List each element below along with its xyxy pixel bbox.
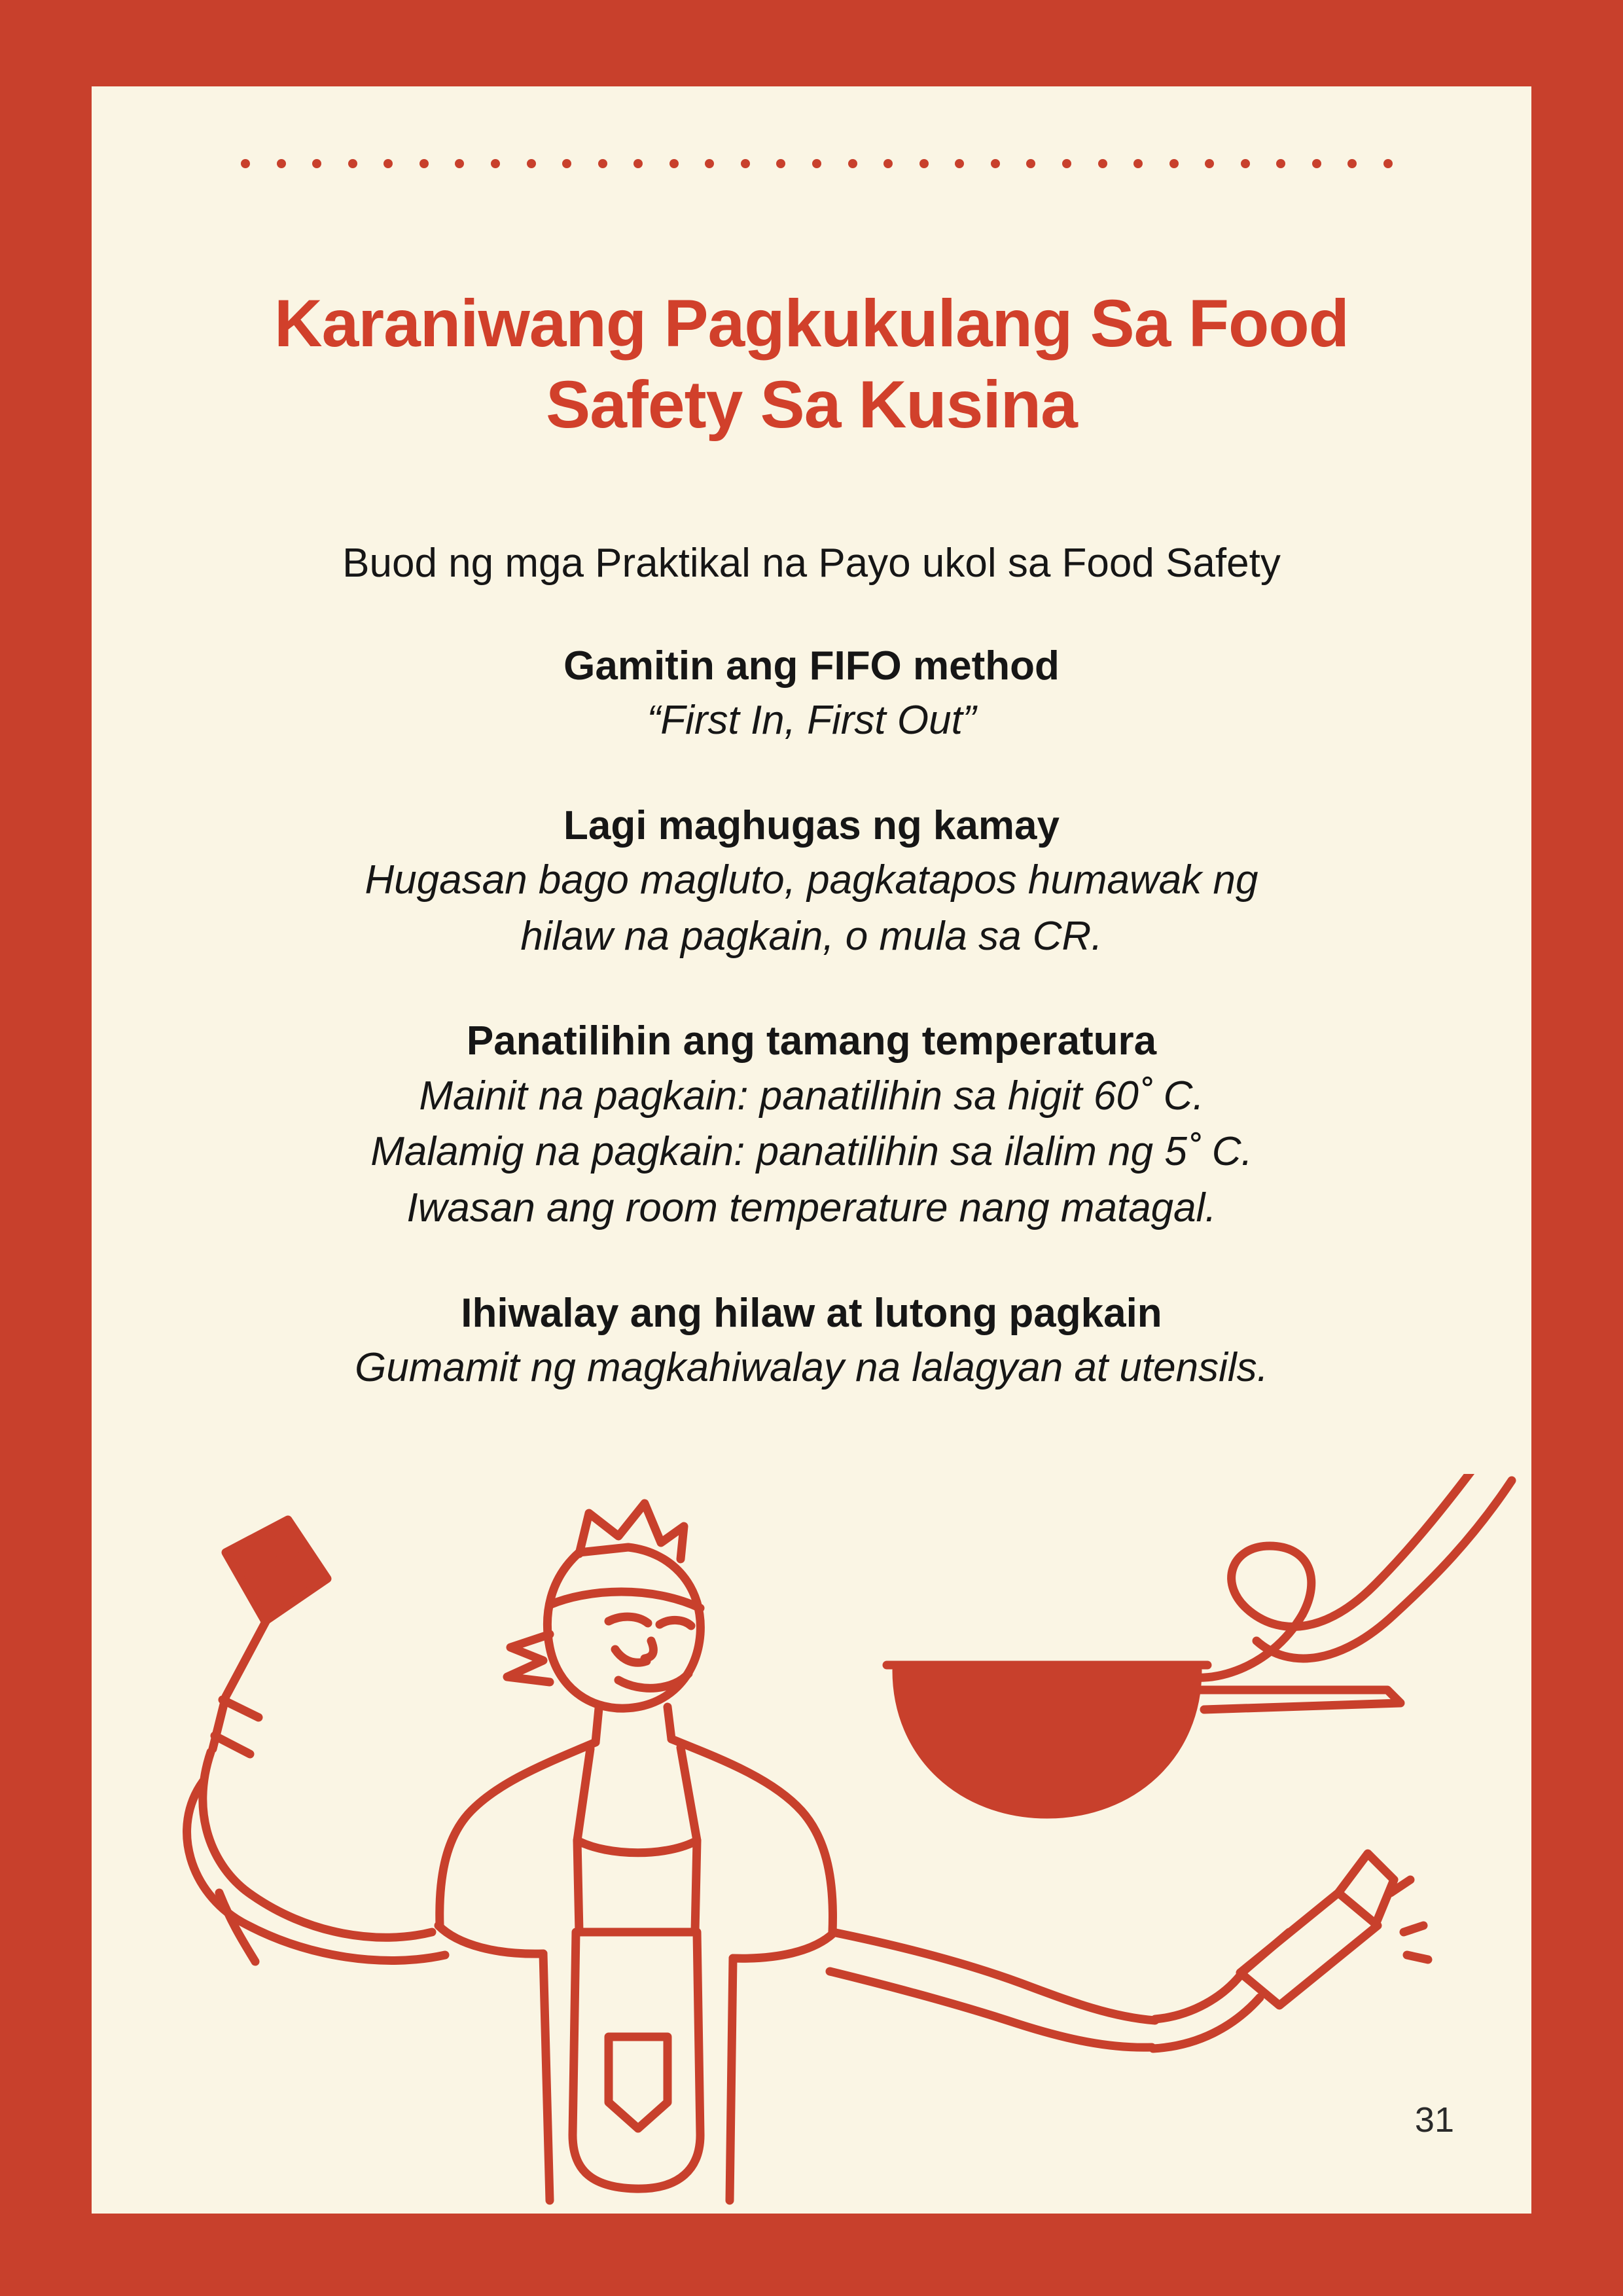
tip-block-temperature	[190, 1015, 1433, 1236]
divider-dot	[1205, 159, 1214, 168]
divider-dot	[455, 159, 464, 168]
divider-dot	[1312, 159, 1321, 168]
divider-dot	[491, 159, 500, 168]
tip-detail-line: hilaw na pagkain, o mula sa CR.	[520, 913, 1103, 959]
divider-dot	[1347, 159, 1357, 168]
tip-block-handwashing	[190, 800, 1433, 965]
divider-dot	[1098, 159, 1107, 168]
divider-dot	[312, 159, 321, 168]
divider-dot	[776, 159, 785, 168]
tip-detail-line: “First In, First Out”	[647, 698, 976, 744]
divider-dot	[383, 159, 393, 168]
page-title	[209, 283, 1414, 446]
tip-block-separation	[190, 1287, 1433, 1396]
divider-dot	[812, 159, 821, 168]
page-sheet	[92, 86, 1531, 2214]
tip-heading: Panatilihin ang tamang temperatura	[466, 1018, 1157, 1064]
divider-dot	[527, 159, 536, 168]
page-title-line-1: Karaniwang Pagkukulang Sa Food	[274, 286, 1349, 361]
divider-dot	[741, 159, 750, 168]
divider-dot	[705, 159, 714, 168]
divider-dot	[919, 159, 929, 168]
divider-dot	[1026, 159, 1035, 168]
tip-detail-line: Gumamit ng magkahiwalay na lalagyan at utensils.	[355, 1345, 1268, 1391]
tip-heading: Lagi maghugas ng kamay	[563, 802, 1060, 848]
content-body	[190, 538, 1433, 1447]
lead-paragraph: Buod ng mga Praktikal na Payo ukol sa Food Safety	[342, 541, 1281, 586]
divider-dot	[277, 159, 286, 168]
divider-dot	[955, 159, 964, 168]
divider-dot	[1276, 159, 1285, 168]
divider-dot	[1241, 159, 1250, 168]
divider-dot	[1062, 159, 1071, 168]
tip-detail-line: Mainit na pagkain: panatilihin sa higit 60˚ C.	[419, 1073, 1204, 1119]
divider-dot	[241, 159, 250, 168]
divider-dot	[991, 159, 1000, 168]
divider-dot	[348, 159, 357, 168]
divider-dot	[1169, 159, 1179, 168]
divider-dot	[598, 159, 607, 168]
page-number: 31	[1414, 2100, 1454, 2140]
divider-dot	[669, 159, 679, 168]
divider-dot	[1133, 159, 1143, 168]
divider-dot	[848, 159, 857, 168]
tip-detail-line: Malamig na pagkain: panatilihin sa ilalim ng 5˚ C.	[370, 1129, 1253, 1175]
page-title-line-2: Safety Sa Kusina	[546, 367, 1077, 442]
divider-dot	[633, 159, 643, 168]
divider-dot	[419, 159, 429, 168]
tip-heading: Ihiwalay ang hilaw at lutong pagkain	[461, 1290, 1162, 1336]
tip-detail-line: Iwasan ang room temperature nang matagal.	[406, 1185, 1217, 1231]
divider-dot	[1383, 159, 1393, 168]
divider-dot	[883, 159, 893, 168]
dotted-divider	[241, 158, 1393, 169]
divider-dot	[562, 159, 571, 168]
tip-block-fifo	[190, 640, 1433, 749]
cook-with-spatula-and-pan-illustration	[92, 1474, 1531, 2214]
tip-heading: Gamitin ang FIFO method	[563, 643, 1060, 689]
tip-detail-line: Hugasan bago magluto, pagkatapos humawak ng	[365, 857, 1258, 903]
